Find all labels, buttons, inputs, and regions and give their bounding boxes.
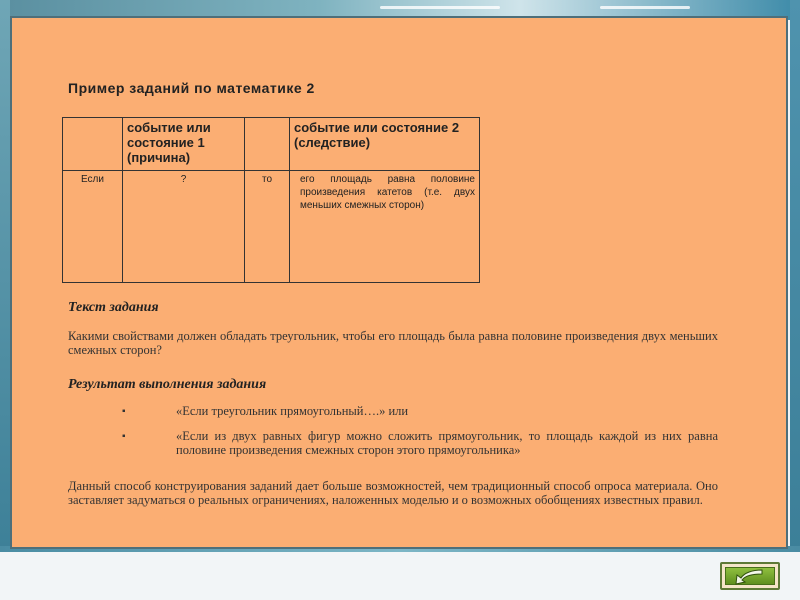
table-header-row (63, 118, 480, 171)
left-decor-bar (0, 0, 10, 552)
table-cell (63, 118, 123, 171)
table-cell-cause-header: событие или состояние 1 (причина) (123, 118, 245, 171)
bullet-icon: ▪ (122, 431, 126, 442)
result-item-text: «Если треугольник прямоугольный….» или (176, 404, 409, 418)
table-cell-if: Если (63, 171, 123, 283)
table-row (63, 171, 480, 283)
table-cell-question: ? (123, 171, 245, 283)
conclusion-text: Данный способ конструирования заданий дает больше возможностей, чем традиционный способ опроса материала. Оно заставляет задуматься о реальных ограничениях, наложенных моделью и о возможных обобщениях известных правил. (68, 479, 718, 507)
slide-panel (10, 16, 788, 549)
task-heading: Текст задания (68, 300, 159, 315)
list-item (122, 404, 718, 419)
bullet-icon: ▪ (122, 406, 126, 417)
slide-title: Пример заданий по математике 2 (68, 80, 315, 96)
table-cell-effect-header: событие или состояние 2 (следствие) (290, 118, 480, 171)
return-button[interactable] (720, 562, 780, 590)
task-text: Какими свойствами должен обладать треугольник, чтобы его площадь была равна половине произведения двух меньших смежных сторон? (68, 329, 718, 357)
result-item-text: «Если из двух равных фигур можно сложить прямоугольник, то площадь каждой из них равна половине произведения смежных сторон этого прямоугольника» (176, 429, 718, 457)
table-cell-then: то (245, 171, 290, 283)
list-item (122, 429, 718, 457)
decor-streak (600, 6, 690, 9)
result-heading: Результат выполнения задания (68, 377, 267, 392)
task-table (62, 117, 480, 283)
decor-streak (380, 6, 500, 9)
table-cell (245, 118, 290, 171)
table-cell-effect: его площадь равна половине произведения катетов (т.е. двух меньших смежных сторон) (290, 171, 480, 283)
return-arrow-icon (722, 564, 778, 588)
right-decor-bar (790, 0, 800, 552)
